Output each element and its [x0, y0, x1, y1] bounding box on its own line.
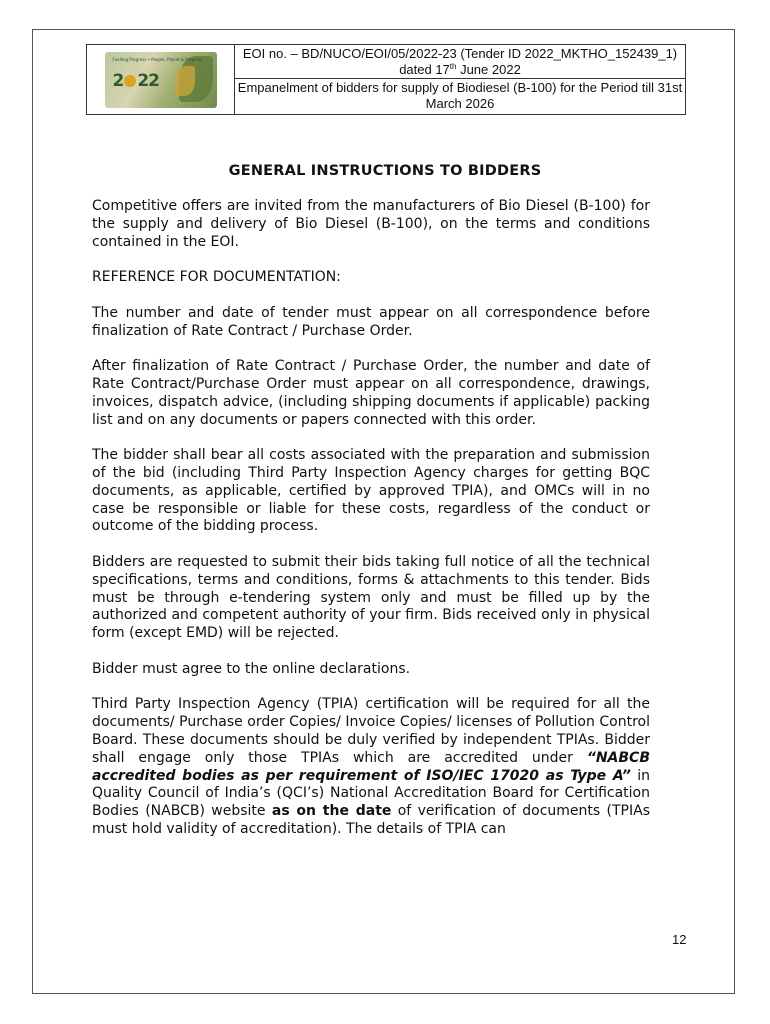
paragraph-tpia: Third Party Inspection Agency (TPIA) certification will be required for all the documents/ Purchase order Copies/ Invoice Copies/ licenses of Pollution Control Board. These documents should be duly verified by independent TPIAs. Bidder shall engage only those TPIAs which are accredited under “NABCB accredited bodies as per requirement of ISO/IEC 17020 as Type A” in Quality Council of India’s (QCI’s) National Accreditation Board for Certification Bodies (NABCB) website as on the date of verification of documents (TPIAs must hold validity of accreditation). The details of TPIA can: [92, 696, 651, 837]
nabcb-emphasis: “NABCB accredited bodies as per requirement of ISO/IEC 17020 as Type A”: [92, 749, 650, 784]
eoi-reference: EOI no. – BD/NUCO/EOI/05/2022-23 (Tender ID 2022_MKTHO_152439_1) dated 17th June 2022: [235, 45, 685, 79]
logo-year: 2 22: [112, 70, 160, 91]
paragraph-reference-heading: REFERENCE FOR DOCUMENTATION:: [92, 269, 341, 286]
event-logo: [105, 52, 217, 108]
instructions-body: [92, 198, 650, 856]
eoi-scope: Empanelment of bidders for supply of Biodiesel (B-100) for the Period till 31st March 2026: [237, 80, 683, 111]
logo-cell: [87, 45, 235, 114]
page-title: GENERAL INSTRUCTIONS TO BIDDERS: [228, 163, 542, 179]
page-number: 12: [672, 932, 687, 947]
paragraph-submission: Bidders are requested to submit their bids taking full notice of all the technical specifications, terms and conditions, forms & attachments to this tender. Bids must be through e-tendering system only and must be filled up by the authorized and competent authority of your firm. Bids received only in physical form (except EMD) will be rejected.: [92, 553, 650, 642]
paragraph-bid-costs: The bidder shall bear all costs associated with the preparation and submission of the bid (including Third Party Inspection Agency charges for getting BQC documents, as applicable, certified by approved TPIA), and OMCs will in no case be responsible or liable for these costs, regardless of the conduct or outcome of the bidding process.: [92, 447, 650, 535]
document-header: [86, 44, 686, 115]
paragraph-declarations: Bidder must agree to the online declarations.: [92, 660, 411, 677]
paragraph-order-number: After finalization of Rate Contract / Purchase Order, the number and date of Rate Contract/Purchase Order must appear on all correspondence, drawings, invoices, dispatch advice, (including shipping documents if applicable) packing list and on any documents or papers connected with this order.: [92, 358, 650, 428]
logo-tagline: Fuelling Progress • People, Planet & Progress: [112, 56, 203, 62]
date-emphasis: as on the date: [271, 803, 392, 820]
paragraph-tender-number: The number and date of tender must appear on all correspondence before finalization of Rate Contract / Purchase Order.: [92, 304, 650, 339]
header-info: [235, 45, 685, 114]
paragraph-invitation: Competitive offers are invited from the manufacturers of Bio Diesel (B-100) for the supply and delivery of Bio Diesel (B-100), on the terms and conditions contained in the EOI.: [92, 198, 650, 250]
